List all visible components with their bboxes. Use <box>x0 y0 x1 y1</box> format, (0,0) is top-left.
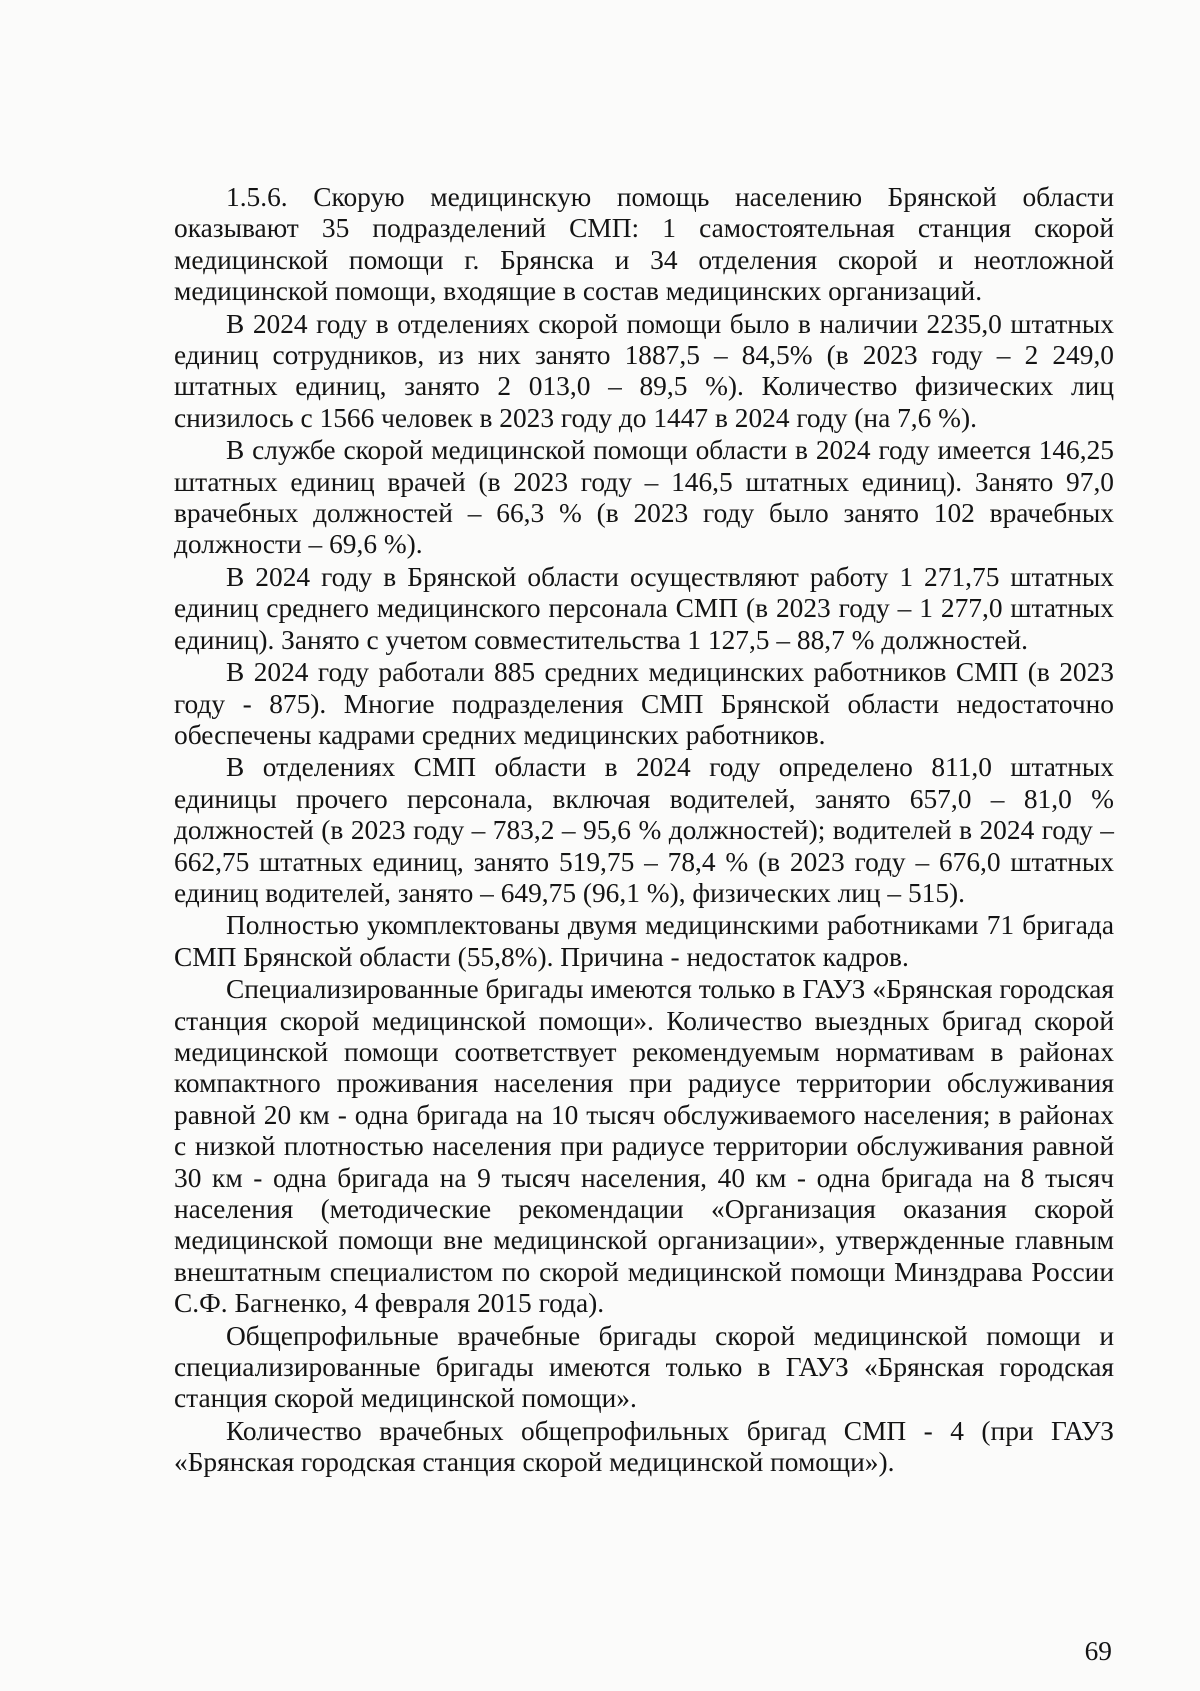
page-number: 69 <box>1084 1636 1112 1666</box>
paragraph-doctor-positions: В службе скорой медицинской помощи области в 2024 году имеется 146,25 штатных единиц врачей (в 2023 году – 146,5 штатных единиц). Занято 97,0 врачебных должностей – 66,3 % (в 2023 году было занято 102 врачебных должности – 69,6 %). <box>174 435 1114 560</box>
paragraph-specialized-brigades: Специализированные бригады имеются только в ГАУЗ «Брянская городская станция скорой медицинской помощи». Количество выездных бригад скорой медицинской помощи соответствует рекомендуемым нормативам в районах компактного проживания населения при радиусе территории обслуживания равной 20 км - одна бригада на 10 тысяч обслуживаемого населения; в районах с низкой плотностью населения при радиусе территории обслуживания равной 30 км - одна бригада на 9 тысяч населения, 40 км - одна бригада на 8 тысяч населения (методические рекомендации «Организация оказания скорой медицинской помощи вне медицинской организации», утвержденные главным внештатным специалистом по скорой медицинской помощи Минздрава России С.Ф. Багненко, 4 февраля 2015 года). <box>174 974 1114 1319</box>
body-text <box>174 182 1114 1479</box>
paragraph-nursing-workers: В 2024 году работали 885 средних медицинских работников СМП (в 2023 году - 875). Многие подразделения СМП Брянской области недостаточно обеспечены кадрами средних медицинских работников. <box>174 657 1114 750</box>
paragraph-other-staff-drivers: В отделениях СМП области в 2024 году определено 811,0 штатных единицы прочего персонала, включая водителей, занято 657,0 – 81,0 % должностей (в 2023 году – 783,2 – 95,6 % должностей); водителей в 2024 году – 662,75 штатных единиц, занято 519,75 – 78,4 % (в 2023 году – 676,0 штатных единиц водителей, занято – 649,75 (96,1 %), физических лиц – 515). <box>174 752 1114 908</box>
paragraph-staffed-brigades: Полностью укомплектованы двумя медицинскими работниками 71 бригада СМП Брянской области (55,8%). Причина - недостаток кадров. <box>174 910 1114 972</box>
paragraph-ambulance-units: 1.5.6. Скорую медицинскую помощь населению Брянской области оказывают 35 подразделений СМП: 1 самостоятельная станция скорой медицинской помощи г. Брянска и 34 отделения скорой и неотложной медицинской помощи, входящие в состав медицинских организаций. <box>174 182 1114 307</box>
paragraph-nursing-staff: В 2024 году в Брянской области осуществляют работу 1 271,75 штатных единиц среднего медицинского персонала СМП (в 2023 году – 1 277,0 штатных единиц). Занято с учетом совместительства 1 127,5 – 88,7 % должностей. <box>174 561 1114 655</box>
paragraph-staff-positions: В 2024 году в отделениях скорой помощи было в наличии 2235,0 штатных единиц сотрудников, из них занято 1887,5 – 84,5% (в 2023 году – 2 249,0 штатных единиц, занято 2 013,0 – 89,5 %). Количество физических лиц снизилось с 1566 человек в 2023 году до 1447 в 2024 году (на 7,6 %). <box>174 308 1114 433</box>
paragraph-general-brigades: Общепрофильные врачебные бригады скорой медицинской помощи и специализированные бригады имеются только в ГАУЗ «Брянская городская станция скорой медицинской помощи». <box>174 1320 1114 1414</box>
paragraph-brigade-count: Количество врачебных общепрофильных бригад СМП - 4 (при ГАУЗ «Брянская городская станция скорой медицинской помощи»). <box>174 1415 1114 1478</box>
